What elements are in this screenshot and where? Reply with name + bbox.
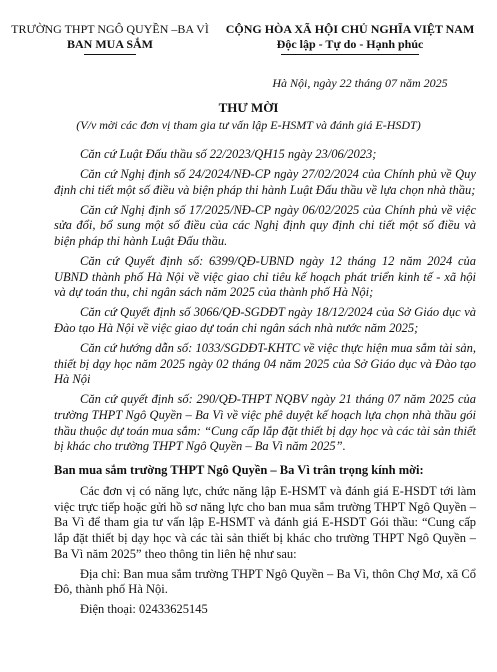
issuer-school: TRƯỜNG THPT NGÔ QUYỀN –BA VÌ	[11, 22, 209, 36]
issuer-underline	[84, 54, 136, 55]
issuer-committee: BAN MUA SẮM	[67, 37, 153, 51]
motto-underline	[281, 54, 419, 55]
national-motto-block	[205, 22, 495, 55]
legal-basis-6: Căn cứ hướng dẫn số: 1033/SGDĐT-KHTC về việc thực hiện mua sắm tài sản, thiết bị dạy học năm 2025 ngày 02 tháng 04 năm 2025 của Sở Giáo dục và Đào tạo Hà Nội	[54, 341, 476, 387]
invite-heading: Ban mua sắm trường THPT Ngô Quyền – Ba Vì trân trọng kính mời:	[54, 462, 424, 477]
document-subtitle: (V/v mời các đơn vị tham gia tư vấn lập E-HSMT và đánh giá E-HSDT)	[76, 118, 421, 132]
contact-phone: Điện thoại: 02433625145	[80, 602, 208, 617]
invite-body: Các đơn vị có năng lực, chức năng lập E-HSMT và đánh giá E-HSDT tới làm việc trực tiếp hoặc gửi hồ sơ năng lực cho ban mua sắm trường THPT Ngô Quyền – Ba Vì để tham gia tư vấn lập E-HSMT và đánh giá E-HSDT Gói thầu: “Cung cấp lắp đặt thiết bị dạy học và các tài sản thiết bị khác cho trường THPT Ngô Quyền – Ba Vì năm 2025” theo thông tin liên hệ như sau:	[54, 484, 476, 561]
legal-basis-1: Căn cứ Luật Đấu thầu số 22/2023/QH15 ngày 23/06/2023;	[80, 147, 377, 161]
legal-basis-2: Căn cứ Nghị định số 24/2024/NĐ-CP ngày 27/02/2024 của Chính phủ về Quy định chi tiết một số điều và biện pháp thi hành Luật Đấu thầu về lựa chọn nhà thầu;	[54, 167, 476, 197]
legal-basis-4: Căn cứ Quyết định số: 6399/QĐ-UBND ngày 12 tháng 12 năm 2024 của UBND thành phố Hà Nội về việc giao chỉ tiêu kế hoạch phát triển kinh tế - xã hội và dự toán thu, chi ngân sách năm 2025 của thành phố Hà Nội;	[54, 254, 476, 300]
document-body	[54, 147, 476, 623]
national-name: CỘNG HÒA XÃ HỘI CHỦ NGHĨA VIỆT NAM	[225, 22, 475, 36]
document-date: Hà Nội, ngày 22 tháng 07 năm 2025	[272, 76, 448, 90]
legal-basis-7: Căn cứ quyết định số: 290/QĐ-THPT NQBV ngày 21 tháng 07 năm 2025 của trường THPT Ngô Quyền – Ba Vì về việc phê duyệt kế hoạch lựa chọn nhà thầu gói thầu thuộc dự toán mua sắm: “Cung cấp lắp đặt thiết bị dạy học và các tài sản thiết bị khác cho trường THPT Ngô Quyền – Ba Vì năm 2025”.	[54, 392, 476, 454]
document-title: THƯ MỜI	[218, 100, 279, 115]
legal-basis-3: Căn cứ Nghị định số 17/2025/NĐ-CP ngày 06/02/2025 của Chính phủ về việc sửa đổi, bổ sung một số điều của các Nghị định quy định chi tiết một số điều và biện pháp thi hành Luật Đấu thầu.	[54, 202, 476, 248]
national-motto: Độc lập - Tự do - Hạnh phúc	[276, 37, 424, 51]
legal-basis-5: Căn cứ Quyết định số 3066/QĐ-SGDĐT ngày 18/12/2024 của Sở Giáo dục và Đào tạo Hà Nội về việc giao dự toán chi ngân sách nhà nước năm 2025;	[54, 305, 476, 335]
contact-address: Địa chỉ: Ban mua sắm trường THPT Ngô Quyền – Ba Vì, thôn Chợ Mơ, xã Cổ Đô, thành phố Hà Nội.	[54, 566, 476, 597]
issuer-block	[10, 22, 210, 55]
